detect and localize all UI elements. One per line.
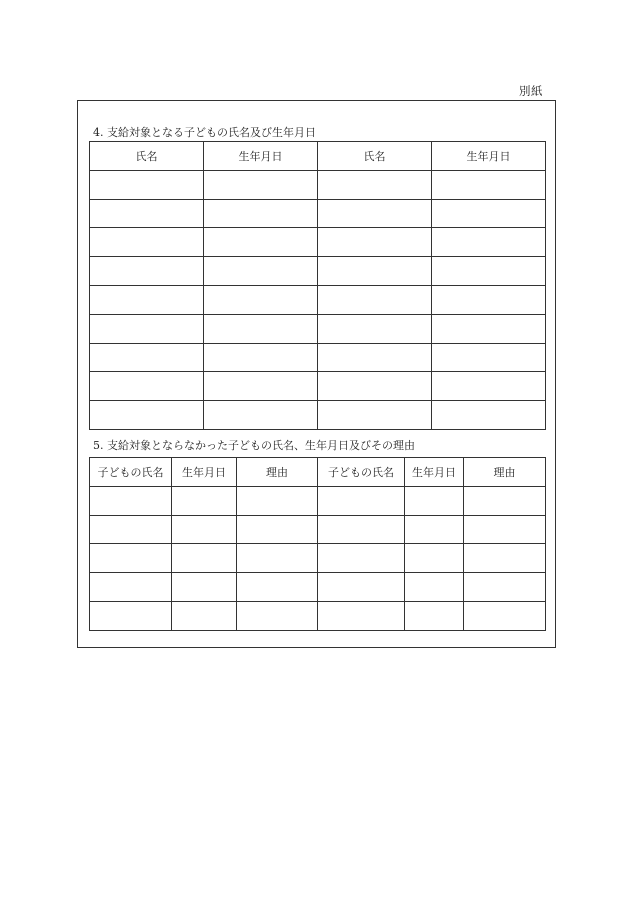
name-cell[interactable]: [90, 199, 204, 228]
table-row: [90, 544, 546, 573]
birthdate-cell[interactable]: [432, 170, 546, 199]
name-cell[interactable]: [90, 343, 204, 372]
reason-cell[interactable]: [237, 601, 318, 630]
birthdate-cell[interactable]: [432, 285, 546, 314]
table-row: [90, 314, 546, 343]
birthdate-cell[interactable]: [204, 257, 318, 286]
name-cell[interactable]: [318, 199, 432, 228]
name-cell[interactable]: [90, 170, 204, 199]
column-header-reason: 理由: [237, 458, 318, 487]
table-row: [90, 372, 546, 401]
eligible-children-rows: [90, 170, 546, 429]
birthdate-cell[interactable]: [405, 573, 464, 602]
column-header-birthdate: 生年月日: [172, 458, 237, 487]
birthdate-cell[interactable]: [172, 486, 237, 515]
name-cell[interactable]: [90, 257, 204, 286]
birthdate-cell[interactable]: [405, 486, 464, 515]
name-cell[interactable]: [90, 314, 204, 343]
birthdate-cell[interactable]: [432, 199, 546, 228]
child-name-cell[interactable]: [318, 486, 405, 515]
birthdate-cell[interactable]: [172, 515, 237, 544]
birthdate-cell[interactable]: [432, 228, 546, 257]
reason-cell[interactable]: [237, 515, 318, 544]
table-row: [90, 257, 546, 286]
table-row: [90, 401, 546, 430]
name-cell[interactable]: [318, 285, 432, 314]
name-cell[interactable]: [318, 257, 432, 286]
child-name-cell[interactable]: [90, 573, 172, 602]
birthdate-cell[interactable]: [204, 372, 318, 401]
column-header-birthdate: 生年月日: [432, 142, 546, 171]
name-cell[interactable]: [318, 170, 432, 199]
table-row: [90, 515, 546, 544]
child-name-cell[interactable]: [318, 544, 405, 573]
birthdate-cell[interactable]: [204, 228, 318, 257]
birthdate-cell[interactable]: [172, 544, 237, 573]
reason-cell[interactable]: [464, 486, 546, 515]
column-header-name: 氏名: [90, 142, 204, 171]
name-cell[interactable]: [318, 401, 432, 430]
reason-cell[interactable]: [464, 544, 546, 573]
child-name-cell[interactable]: [90, 544, 172, 573]
birthdate-cell[interactable]: [432, 372, 546, 401]
birthdate-cell[interactable]: [204, 170, 318, 199]
reason-cell[interactable]: [464, 573, 546, 602]
name-cell[interactable]: [90, 401, 204, 430]
column-header-birthdate: 生年月日: [204, 142, 318, 171]
ineligible-children-table: [89, 457, 546, 631]
birthdate-cell[interactable]: [172, 601, 237, 630]
table-row: [90, 199, 546, 228]
column-header-child-name: 子どもの氏名: [318, 458, 405, 487]
birthdate-cell[interactable]: [405, 601, 464, 630]
birthdate-cell[interactable]: [432, 401, 546, 430]
birthdate-cell[interactable]: [405, 515, 464, 544]
column-header-child-name: 子どもの氏名: [90, 458, 172, 487]
birthdate-cell[interactable]: [204, 343, 318, 372]
table-row: [90, 170, 546, 199]
name-cell[interactable]: [318, 372, 432, 401]
birthdate-cell[interactable]: [432, 343, 546, 372]
section-4-heading: 4. 支給対象となる子どもの氏名及び生年月日: [93, 126, 316, 139]
eligible-children-table: [89, 141, 546, 430]
section-5-heading: 5. 支給対象とならなかった子どもの氏名、生年月日及びその理由: [93, 439, 415, 452]
table-header-row: [90, 458, 546, 487]
child-name-cell[interactable]: [318, 515, 405, 544]
birthdate-cell[interactable]: [172, 573, 237, 602]
child-name-cell[interactable]: [318, 601, 405, 630]
reason-cell[interactable]: [464, 515, 546, 544]
child-name-cell[interactable]: [318, 573, 405, 602]
reason-cell[interactable]: [237, 544, 318, 573]
table-row: [90, 343, 546, 372]
table-row: [90, 228, 546, 257]
reason-cell[interactable]: [237, 573, 318, 602]
child-name-cell[interactable]: [90, 601, 172, 630]
table-header-row: [90, 142, 546, 171]
birthdate-cell[interactable]: [204, 285, 318, 314]
column-header-birthdate: 生年月日: [405, 458, 464, 487]
name-cell[interactable]: [318, 228, 432, 257]
reason-cell[interactable]: [464, 601, 546, 630]
reason-cell[interactable]: [237, 486, 318, 515]
birthdate-cell[interactable]: [405, 544, 464, 573]
name-cell[interactable]: [90, 372, 204, 401]
name-cell[interactable]: [90, 228, 204, 257]
table-row: [90, 285, 546, 314]
column-header-name: 氏名: [318, 142, 432, 171]
child-name-cell[interactable]: [90, 515, 172, 544]
name-cell[interactable]: [318, 314, 432, 343]
child-name-cell[interactable]: [90, 486, 172, 515]
birthdate-cell[interactable]: [432, 257, 546, 286]
table-row: [90, 601, 546, 630]
birthdate-cell[interactable]: [204, 401, 318, 430]
name-cell[interactable]: [318, 343, 432, 372]
attachment-label: 別紙: [519, 84, 543, 98]
column-header-reason: 理由: [464, 458, 546, 487]
name-cell[interactable]: [90, 285, 204, 314]
birthdate-cell[interactable]: [204, 314, 318, 343]
birthdate-cell[interactable]: [432, 314, 546, 343]
table-row: [90, 573, 546, 602]
ineligible-children-rows: [90, 486, 546, 630]
table-row: [90, 486, 546, 515]
birthdate-cell[interactable]: [204, 199, 318, 228]
